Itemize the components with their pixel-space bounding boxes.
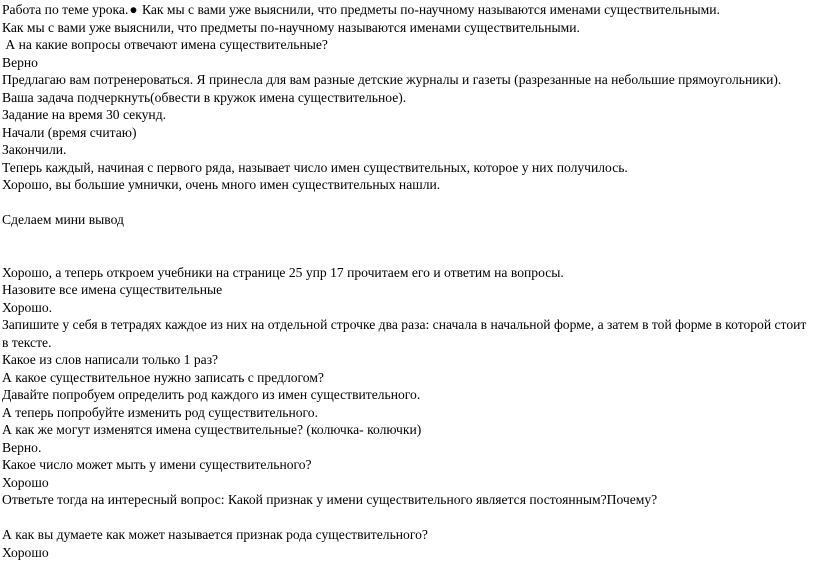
text-line-6: Ваша задача подчеркнуть(обвести в кружок имена существительное). bbox=[2, 89, 816, 107]
text-line-20: А теперь попробуйте изменить род существительного. bbox=[2, 404, 816, 422]
text-line-27: Хорошо bbox=[2, 544, 816, 561]
bullet-icon: ● bbox=[129, 1, 137, 19]
blank-line bbox=[2, 194, 816, 212]
text-line-7: Задание на время 30 секунд. bbox=[2, 106, 816, 124]
text-line-9: Закончили. bbox=[2, 141, 816, 159]
text-line-25: Ответьте тогда на интересный вопрос: Какой признак у имени существительного является постоянным?Почему? bbox=[2, 491, 816, 509]
text-line-24: Хорошо bbox=[2, 474, 816, 492]
text-line-3: А на какие вопросы отвечают имена существительные? bbox=[2, 36, 816, 54]
text-line-2: Как мы с вами уже выяснили, что предметы по-научному называются именами существительными. bbox=[2, 19, 816, 37]
text-line-1 bbox=[2, 1, 816, 19]
text-line-1-start: Работа по теме урока. bbox=[2, 2, 128, 17]
blank-line bbox=[2, 509, 816, 527]
text-line-17: Какое из слов написали только 1 раз? bbox=[2, 351, 816, 369]
text-line-5: Предлагаю вам потренероваться. Я принесла для вам разные детские журналы и газеты (разрезанные на небольшие прямоугольники). bbox=[2, 71, 816, 89]
text-line-18: А какое существительное нужно записать с предлогом? bbox=[2, 369, 816, 387]
text-line-22: Верно. bbox=[2, 439, 816, 457]
text-line-14: Назовите все имена существительные bbox=[2, 281, 816, 299]
text-line-19: Давайте попробуем определить род каждого из имен существительного. bbox=[2, 386, 816, 404]
text-line-13: Хорошо, а теперь откроем учебники на странице 25 упр 17 прочитаем его и ответим на вопросы. bbox=[2, 264, 816, 282]
text-line-12: Сделаем мини вывод bbox=[2, 211, 816, 229]
text-line-1-end: Как мы с вами уже выяснили, что предметы по-научному называются именами существительными. bbox=[139, 2, 720, 17]
blank-line bbox=[2, 229, 816, 264]
text-line-21: А как же могут изменятся имена существительные? (колючка- колючки) bbox=[2, 421, 816, 439]
text-line-4: Верно bbox=[2, 54, 816, 72]
text-line-10: Теперь каждый, начиная с первого ряда, называет число имен существительных, которое у них получилось. bbox=[2, 159, 816, 177]
text-line-26: А как вы думаете как может называется признак рода существительного? bbox=[2, 526, 816, 544]
text-line-11: Хорошо, вы большие умнички, очень много имен существительных нашли. bbox=[2, 176, 816, 194]
text-line-23: Какое число может мыть у имени существительного? bbox=[2, 456, 816, 474]
text-line-16: Запишите у себя в тетрадях каждое из них на отдельной строчке два раза: сначала в начальной форме, а затем в той форме в которой стоит в тексте. bbox=[2, 316, 812, 351]
text-line-8: Начали (время считаю) bbox=[2, 124, 816, 142]
text-line-15: Хорошо. bbox=[2, 299, 816, 317]
